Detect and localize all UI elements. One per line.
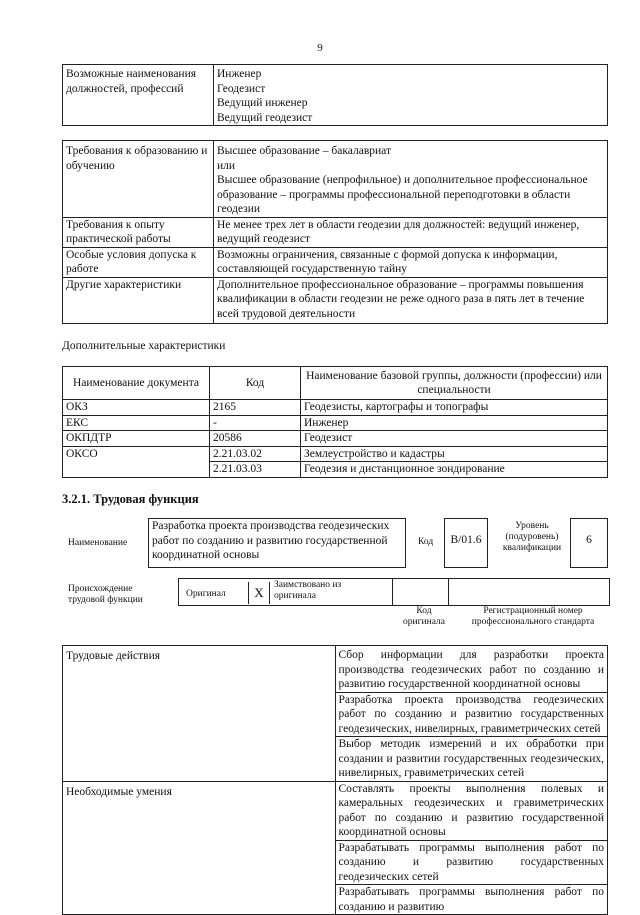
table-row (63, 431, 608, 447)
cell-group: Геодезисты, картографы и топографы (301, 400, 608, 416)
page-number: 9 (317, 42, 323, 54)
cell-code: 20586 (210, 431, 301, 447)
position-item: Ведущий геодезист (217, 111, 313, 124)
requirement-value: Не менее трех лет в области геодезии для должностей: ведущий инженер, ведущий геодезист (214, 217, 608, 247)
code-original-label: Код оригинала (403, 606, 445, 627)
table-row (63, 446, 608, 462)
cell-group: Инженер (301, 415, 608, 431)
position-item: Инженер (217, 68, 262, 80)
code-label: Код (418, 537, 434, 547)
requirement-label: Требования к образованию и обучению (63, 141, 214, 218)
requirement-row (63, 217, 608, 247)
requirement-value: Возможны ограничения, связанные с формой допуска к информации, составляющей государственную тайну (214, 247, 608, 277)
requirement-row (63, 247, 608, 277)
additional-table (62, 366, 608, 478)
original-label: Оригинал (186, 589, 226, 599)
cell-code: 2165 (210, 400, 301, 416)
cell-document: ЕКС (63, 415, 210, 431)
origin-label: Происхождение трудовой функции (68, 584, 143, 605)
requirement-line: Высшее образование (непрофильное) и дополнительное профессиональное образование – программы профессиональной переподготовки в области геодезии (217, 174, 588, 215)
requirement-row (63, 141, 608, 218)
cell-group: Геодезист (301, 431, 608, 447)
table-row (63, 400, 608, 416)
name-label: Наименование (68, 538, 128, 548)
header-code: Код (210, 367, 301, 400)
origin-divider (392, 578, 393, 605)
cell-document: ОКПДТР (63, 431, 210, 447)
code-value: B/01.6 (450, 534, 482, 546)
cell-code: 2.21.03.03 (210, 462, 301, 478)
requirement-value: Дополнительное профессиональное образование – программы повышения квалификации в области геодезии не реже одного раза в пять лет в течение всей трудовой деятельности (214, 277, 608, 324)
action-item: Сбор информации для разработки проекта производства геодезических работ по созданию и развитию государственной координатной основы (335, 646, 608, 693)
table-row (63, 646, 608, 693)
requirement-line: или (217, 159, 236, 172)
requirement-line: Высшее образование – бакалавриат (217, 145, 391, 157)
positions-table (62, 64, 608, 126)
level-value: 6 (586, 534, 592, 546)
additional-title: Дополнительные характеристики (62, 340, 226, 352)
reg-number-label: Регистрационный номер профессионального стандарта (471, 606, 595, 627)
position-item: Геодезист (217, 82, 266, 95)
actions-table (62, 645, 608, 915)
origin-divider (448, 578, 449, 605)
table-row (63, 781, 608, 840)
cell-document: ОКСО (63, 446, 210, 477)
position-item: Ведущий инженер (217, 97, 308, 109)
cell-document: ОКЗ (63, 400, 210, 416)
skill-item: Разрабатывать программы выполнения работ по созданию и развитию (335, 885, 608, 915)
cell-group: Геодезия и дистанционное зондирование (301, 462, 608, 478)
header-document: Наименование документа (63, 367, 210, 400)
actions-label: Трудовые действия (63, 646, 336, 782)
requirement-label: Особые условия допуска к работе (63, 247, 214, 277)
original-mark: X (248, 582, 270, 604)
cell-code: 2.21.03.02 (210, 446, 301, 462)
level-label: Уровень (подуровень) квалификации (502, 521, 562, 553)
action-item: Разработка проекта производства геодезических работ по созданию и развитию государственных геодезических, нивелирных, гравиметрических сетей (335, 692, 608, 737)
borrowed-label (274, 580, 384, 602)
origin-box (178, 578, 610, 606)
requirement-row (63, 277, 608, 324)
header-group: Наименование базовой группы, должности (профессии) или специальности (301, 367, 608, 400)
positions-list (214, 65, 608, 126)
requirements-table (62, 140, 608, 324)
skill-item: Разрабатывать программы выполнения работ по созданию и развитию государственных геодезических сетей (335, 840, 608, 885)
skills-label: Необходимые умения (63, 781, 336, 915)
skill-item: Составлять проекты выполнения полевых и камеральных геодезических и гравиметрических работ по созданию и развитию государственной координатной основы (335, 781, 608, 840)
borrowed-text: Заимствовано из оригинала (274, 580, 342, 601)
requirement-label: Другие характеристики (63, 277, 214, 324)
requirement-label: Требования к опыту практической работы (63, 217, 214, 247)
cell-code: - (210, 415, 301, 431)
function-name: Разработка проекта производства геодезических работ по созданию и развитию государственной координатной основы (152, 520, 390, 561)
cell-group: Землеустройство и кадастры (301, 446, 608, 462)
action-item: Выбор методик измерений и их обработки при создании и развитии государственных геодезических, нивелирных, гравиметрических сетей (335, 737, 608, 782)
section-title: 3.2.1. Трудовая функция (62, 492, 199, 506)
table-row (63, 415, 608, 431)
requirement-value (214, 141, 608, 218)
positions-label: Возможные наименования должностей, профессий (63, 65, 214, 126)
